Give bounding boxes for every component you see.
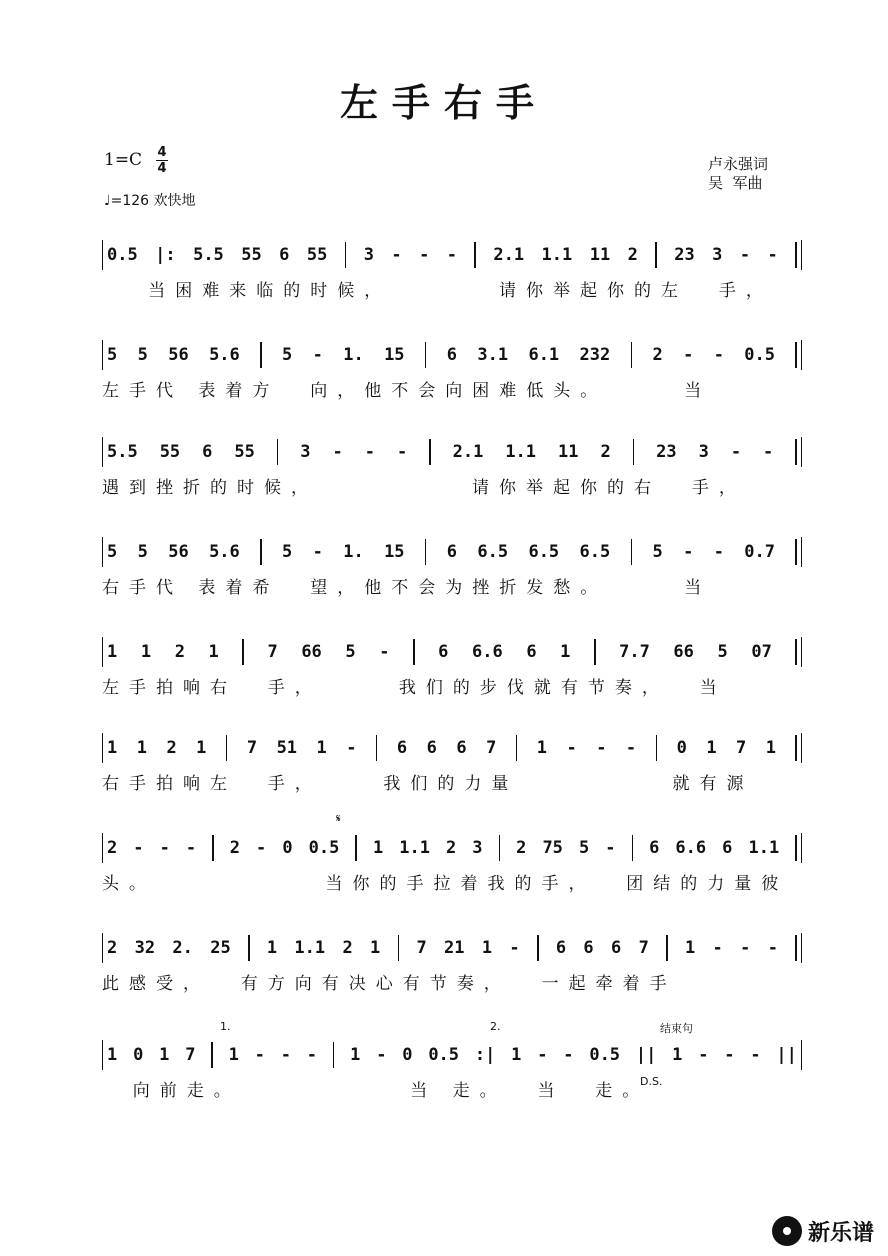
- note: 6: [649, 838, 660, 858]
- note: 0.5: [589, 1045, 621, 1065]
- note: -: [750, 1045, 761, 1065]
- barline: [795, 539, 797, 565]
- note: -: [396, 442, 408, 462]
- note: -: [683, 542, 694, 562]
- note: 5.5: [107, 442, 138, 462]
- note: 1: [159, 1045, 170, 1065]
- barline: [248, 935, 250, 961]
- note: 5: [578, 838, 590, 858]
- segno-sign: 𝄋: [336, 812, 341, 825]
- lyrics-row: 遇到挫折的时候， 请你举起你的右 手，: [102, 478, 746, 497]
- note: 6: [202, 442, 213, 462]
- lyrics-row: 右手代 表着希 望，他不会为挫折发愁。 当: [102, 578, 712, 597]
- barline: [537, 935, 539, 961]
- note: -: [566, 738, 577, 758]
- note: 6: [396, 738, 408, 758]
- note: -: [712, 938, 723, 958]
- note: 66: [673, 642, 694, 662]
- barline: [795, 735, 797, 761]
- note: 6: [446, 542, 458, 562]
- note: 1: [560, 642, 571, 662]
- note: 2: [342, 938, 353, 958]
- note: 1: [706, 738, 717, 758]
- note: 2.: [172, 938, 193, 958]
- note: 2: [627, 245, 638, 265]
- logo-text: 新乐谱: [807, 1220, 874, 1246]
- barline: [631, 539, 633, 565]
- note: 6: [446, 345, 458, 365]
- barline: [795, 639, 797, 665]
- note: -: [280, 1045, 291, 1065]
- note: -: [133, 838, 144, 858]
- barline: [260, 539, 262, 565]
- note: -: [376, 1045, 387, 1065]
- lyrics-row: 左手代 表着方 向，他不会向困难低头。 当: [102, 381, 712, 400]
- note: 6: [583, 938, 594, 958]
- note: -: [391, 245, 402, 265]
- note: 15: [384, 345, 405, 365]
- note: 5: [717, 642, 728, 662]
- note: -: [159, 838, 170, 858]
- barline: [212, 835, 214, 861]
- note: 1: [196, 738, 207, 758]
- note: -: [537, 1045, 548, 1065]
- notes-row: [102, 240, 802, 270]
- note: 1.1: [294, 938, 326, 958]
- note: -: [419, 245, 430, 265]
- note: 5: [137, 542, 148, 562]
- barline: [242, 639, 244, 665]
- note: 6: [722, 838, 733, 858]
- note: -: [346, 738, 357, 758]
- barline: [633, 439, 635, 465]
- note: 1.1: [541, 245, 573, 265]
- note: 56: [168, 542, 189, 562]
- note: 5.5: [193, 245, 224, 265]
- note: -: [605, 838, 616, 858]
- barline: [333, 1042, 335, 1068]
- note: -: [767, 245, 778, 265]
- note: -: [364, 442, 375, 462]
- note: 6.6: [472, 642, 503, 662]
- note: -: [256, 838, 267, 858]
- note: 15: [384, 542, 405, 562]
- note: 0: [282, 838, 293, 858]
- barline: [376, 735, 378, 761]
- note: 2: [600, 442, 611, 462]
- notes-row: [102, 1040, 802, 1070]
- lyrics-row: 左手拍响右 手， 我们的步伐就有节奏， 当: [102, 678, 727, 697]
- note: 6.5: [528, 542, 560, 562]
- note: 1: [511, 1045, 522, 1065]
- note: 5.6: [209, 542, 240, 562]
- note: 0.7: [744, 542, 776, 562]
- note: 1: [228, 1045, 239, 1065]
- note: -: [312, 345, 323, 365]
- note: -: [713, 542, 724, 562]
- barline: [277, 439, 279, 465]
- barline: [795, 342, 797, 368]
- time-signature: [156, 146, 168, 175]
- note: 2: [174, 642, 185, 662]
- note: 5: [137, 345, 148, 365]
- note: -: [763, 442, 774, 462]
- note: -: [683, 345, 694, 365]
- note: -: [767, 938, 778, 958]
- barline: [656, 735, 658, 761]
- note: 5: [652, 542, 663, 562]
- note: -: [724, 1045, 735, 1065]
- barline: [474, 242, 476, 268]
- note: -: [312, 542, 323, 562]
- notes-row: [102, 537, 802, 567]
- note: 3: [472, 838, 483, 858]
- note: 0: [133, 1045, 144, 1065]
- note: -: [306, 1045, 317, 1065]
- notes-row: [102, 933, 802, 963]
- barline: [666, 935, 668, 961]
- note: 2: [446, 838, 457, 858]
- note: 1.: [343, 542, 364, 562]
- note: 7.7: [619, 642, 650, 662]
- note: 6.6: [675, 838, 707, 858]
- note: -: [740, 938, 751, 958]
- note: 6: [610, 938, 622, 958]
- barline: [429, 439, 431, 465]
- barline: [632, 835, 634, 861]
- note: 66: [301, 642, 322, 662]
- note: 1: [136, 738, 147, 758]
- note: 5: [282, 345, 293, 365]
- note: 6: [279, 245, 290, 265]
- note: 2.1: [452, 442, 484, 462]
- note: 6: [426, 738, 437, 758]
- time-bottom: 4: [157, 161, 167, 176]
- lyrics-row: 向前走。 当 走。 当 走。: [102, 1081, 650, 1100]
- key-signature: 1=C: [104, 150, 143, 170]
- barline: [211, 1042, 213, 1068]
- note: -: [739, 245, 751, 265]
- note: 07: [751, 642, 772, 662]
- note: 2: [516, 838, 527, 858]
- note: 2.1: [493, 245, 525, 265]
- tempo-marking: ♩=126 欢快地: [104, 193, 196, 209]
- note: 56: [168, 345, 189, 365]
- barline: [499, 835, 501, 861]
- barline: [795, 439, 797, 465]
- note: 1.: [343, 345, 364, 365]
- note: 0.5: [107, 245, 138, 265]
- note: 1: [765, 738, 777, 758]
- barline: [795, 935, 797, 961]
- note: 5.6: [209, 345, 240, 365]
- note: ||: [635, 1045, 657, 1065]
- note: 23: [656, 442, 677, 462]
- lyrics-row: 右手拍响左 手， 我们的力量 就有源: [102, 774, 754, 793]
- barline: [425, 342, 427, 368]
- note: 1.1: [505, 442, 537, 462]
- note: 1: [672, 1045, 683, 1065]
- notes-row: [102, 437, 802, 467]
- note: |:: [155, 245, 176, 265]
- barline: [355, 835, 357, 861]
- note: 1: [684, 938, 696, 958]
- note: -: [379, 642, 390, 662]
- note: 6: [526, 642, 537, 662]
- note: 3.1: [477, 345, 509, 365]
- note: 2: [107, 838, 118, 858]
- note: 11: [558, 442, 579, 462]
- barline: [594, 639, 596, 665]
- note: 2: [652, 345, 663, 365]
- note: 55: [241, 245, 262, 265]
- time-top: 4: [157, 145, 167, 160]
- note: 21: [444, 938, 465, 958]
- note: 0.5: [308, 838, 340, 858]
- note: -: [332, 442, 343, 462]
- note: 1: [140, 642, 152, 662]
- note: -: [730, 442, 742, 462]
- note: 1: [370, 938, 381, 958]
- note: 5: [107, 345, 118, 365]
- song-title: 左手右手: [339, 80, 548, 125]
- note: -: [254, 1045, 265, 1065]
- site-logo: [772, 1214, 874, 1248]
- lyrics-row: 头。 当你的手拉着我的手， 团结的力量彼: [102, 874, 789, 893]
- note: 55: [306, 245, 328, 265]
- note: 6.1: [528, 345, 560, 365]
- note: 7: [416, 938, 427, 958]
- barline: [398, 935, 400, 961]
- note: 1: [536, 738, 548, 758]
- credits: 卢永强词 吴 军曲: [708, 155, 769, 192]
- note: 3: [698, 442, 709, 462]
- note: 1: [316, 738, 327, 758]
- note: 75: [542, 838, 563, 858]
- barline: [413, 639, 415, 665]
- note: 1: [350, 1045, 361, 1065]
- note: ||: [776, 1045, 797, 1065]
- note: 2: [229, 838, 240, 858]
- note: :|: [474, 1045, 496, 1065]
- note: 55: [159, 442, 181, 462]
- barline: [226, 735, 228, 761]
- note: 5: [282, 542, 293, 562]
- note: -: [446, 245, 458, 265]
- note: 1: [481, 938, 493, 958]
- note: 7: [736, 738, 747, 758]
- note: 1.1: [748, 838, 780, 858]
- ds-mark: D.S.: [640, 1075, 663, 1088]
- note: 2: [107, 938, 118, 958]
- second-ending-label: 2.: [490, 1020, 501, 1033]
- note: 51: [276, 738, 298, 758]
- note: 232: [579, 345, 611, 365]
- note: 7: [486, 738, 497, 758]
- note: 1: [107, 642, 118, 662]
- record-icon: [772, 1216, 802, 1246]
- notes-row: [102, 637, 802, 667]
- note: 6.5: [579, 542, 611, 562]
- note: 6: [438, 642, 449, 662]
- note: 6: [456, 738, 467, 758]
- note: 32: [134, 938, 156, 958]
- note: 0: [402, 1045, 413, 1065]
- barline: [655, 242, 657, 268]
- note: 1: [107, 1045, 118, 1065]
- note: 2: [166, 738, 177, 758]
- note: 0.5: [744, 345, 776, 365]
- lyrics-row: 当困难来临的时候， 请你举起你的左 手，: [102, 281, 773, 300]
- note: -: [625, 738, 637, 758]
- notes-row: [102, 833, 802, 863]
- note: -: [563, 1045, 574, 1065]
- barline: [795, 242, 797, 268]
- note: 0: [676, 738, 687, 758]
- barline: [631, 342, 633, 368]
- note: 7: [267, 642, 278, 662]
- note: 5: [107, 542, 118, 562]
- note: -: [713, 345, 724, 365]
- note: 6.5: [477, 542, 509, 562]
- note: 23: [674, 245, 695, 265]
- note: -: [596, 738, 607, 758]
- barline: [516, 735, 518, 761]
- note: 5: [345, 642, 356, 662]
- lyrics-row: 此感受， 有方向有决心有节奏， 一起牵着手: [102, 974, 677, 993]
- barline: [425, 539, 427, 565]
- note: -: [698, 1045, 709, 1065]
- notes-row: [102, 733, 802, 763]
- note: 3: [300, 442, 311, 462]
- first-ending-label: 1.: [220, 1020, 231, 1033]
- note: 1: [107, 738, 118, 758]
- note: 3: [363, 245, 374, 265]
- note: -: [509, 938, 520, 958]
- note: 1: [372, 838, 384, 858]
- notes-row: [102, 340, 802, 370]
- note: 1: [266, 938, 278, 958]
- note: 55: [234, 442, 255, 462]
- note: 7: [185, 1045, 196, 1065]
- coda-label: 结束句: [660, 1022, 693, 1035]
- note: 3: [712, 245, 723, 265]
- note: 1: [208, 642, 219, 662]
- note: 11: [589, 245, 611, 265]
- note: -: [185, 838, 197, 858]
- barline: [260, 342, 262, 368]
- note: 0.5: [428, 1045, 460, 1065]
- note: 1.1: [399, 838, 430, 858]
- barline: [345, 242, 347, 268]
- note: 25: [210, 938, 231, 958]
- note: 7: [246, 738, 258, 758]
- note: 6: [555, 938, 567, 958]
- note: 7: [638, 938, 649, 958]
- barline: [795, 835, 797, 861]
